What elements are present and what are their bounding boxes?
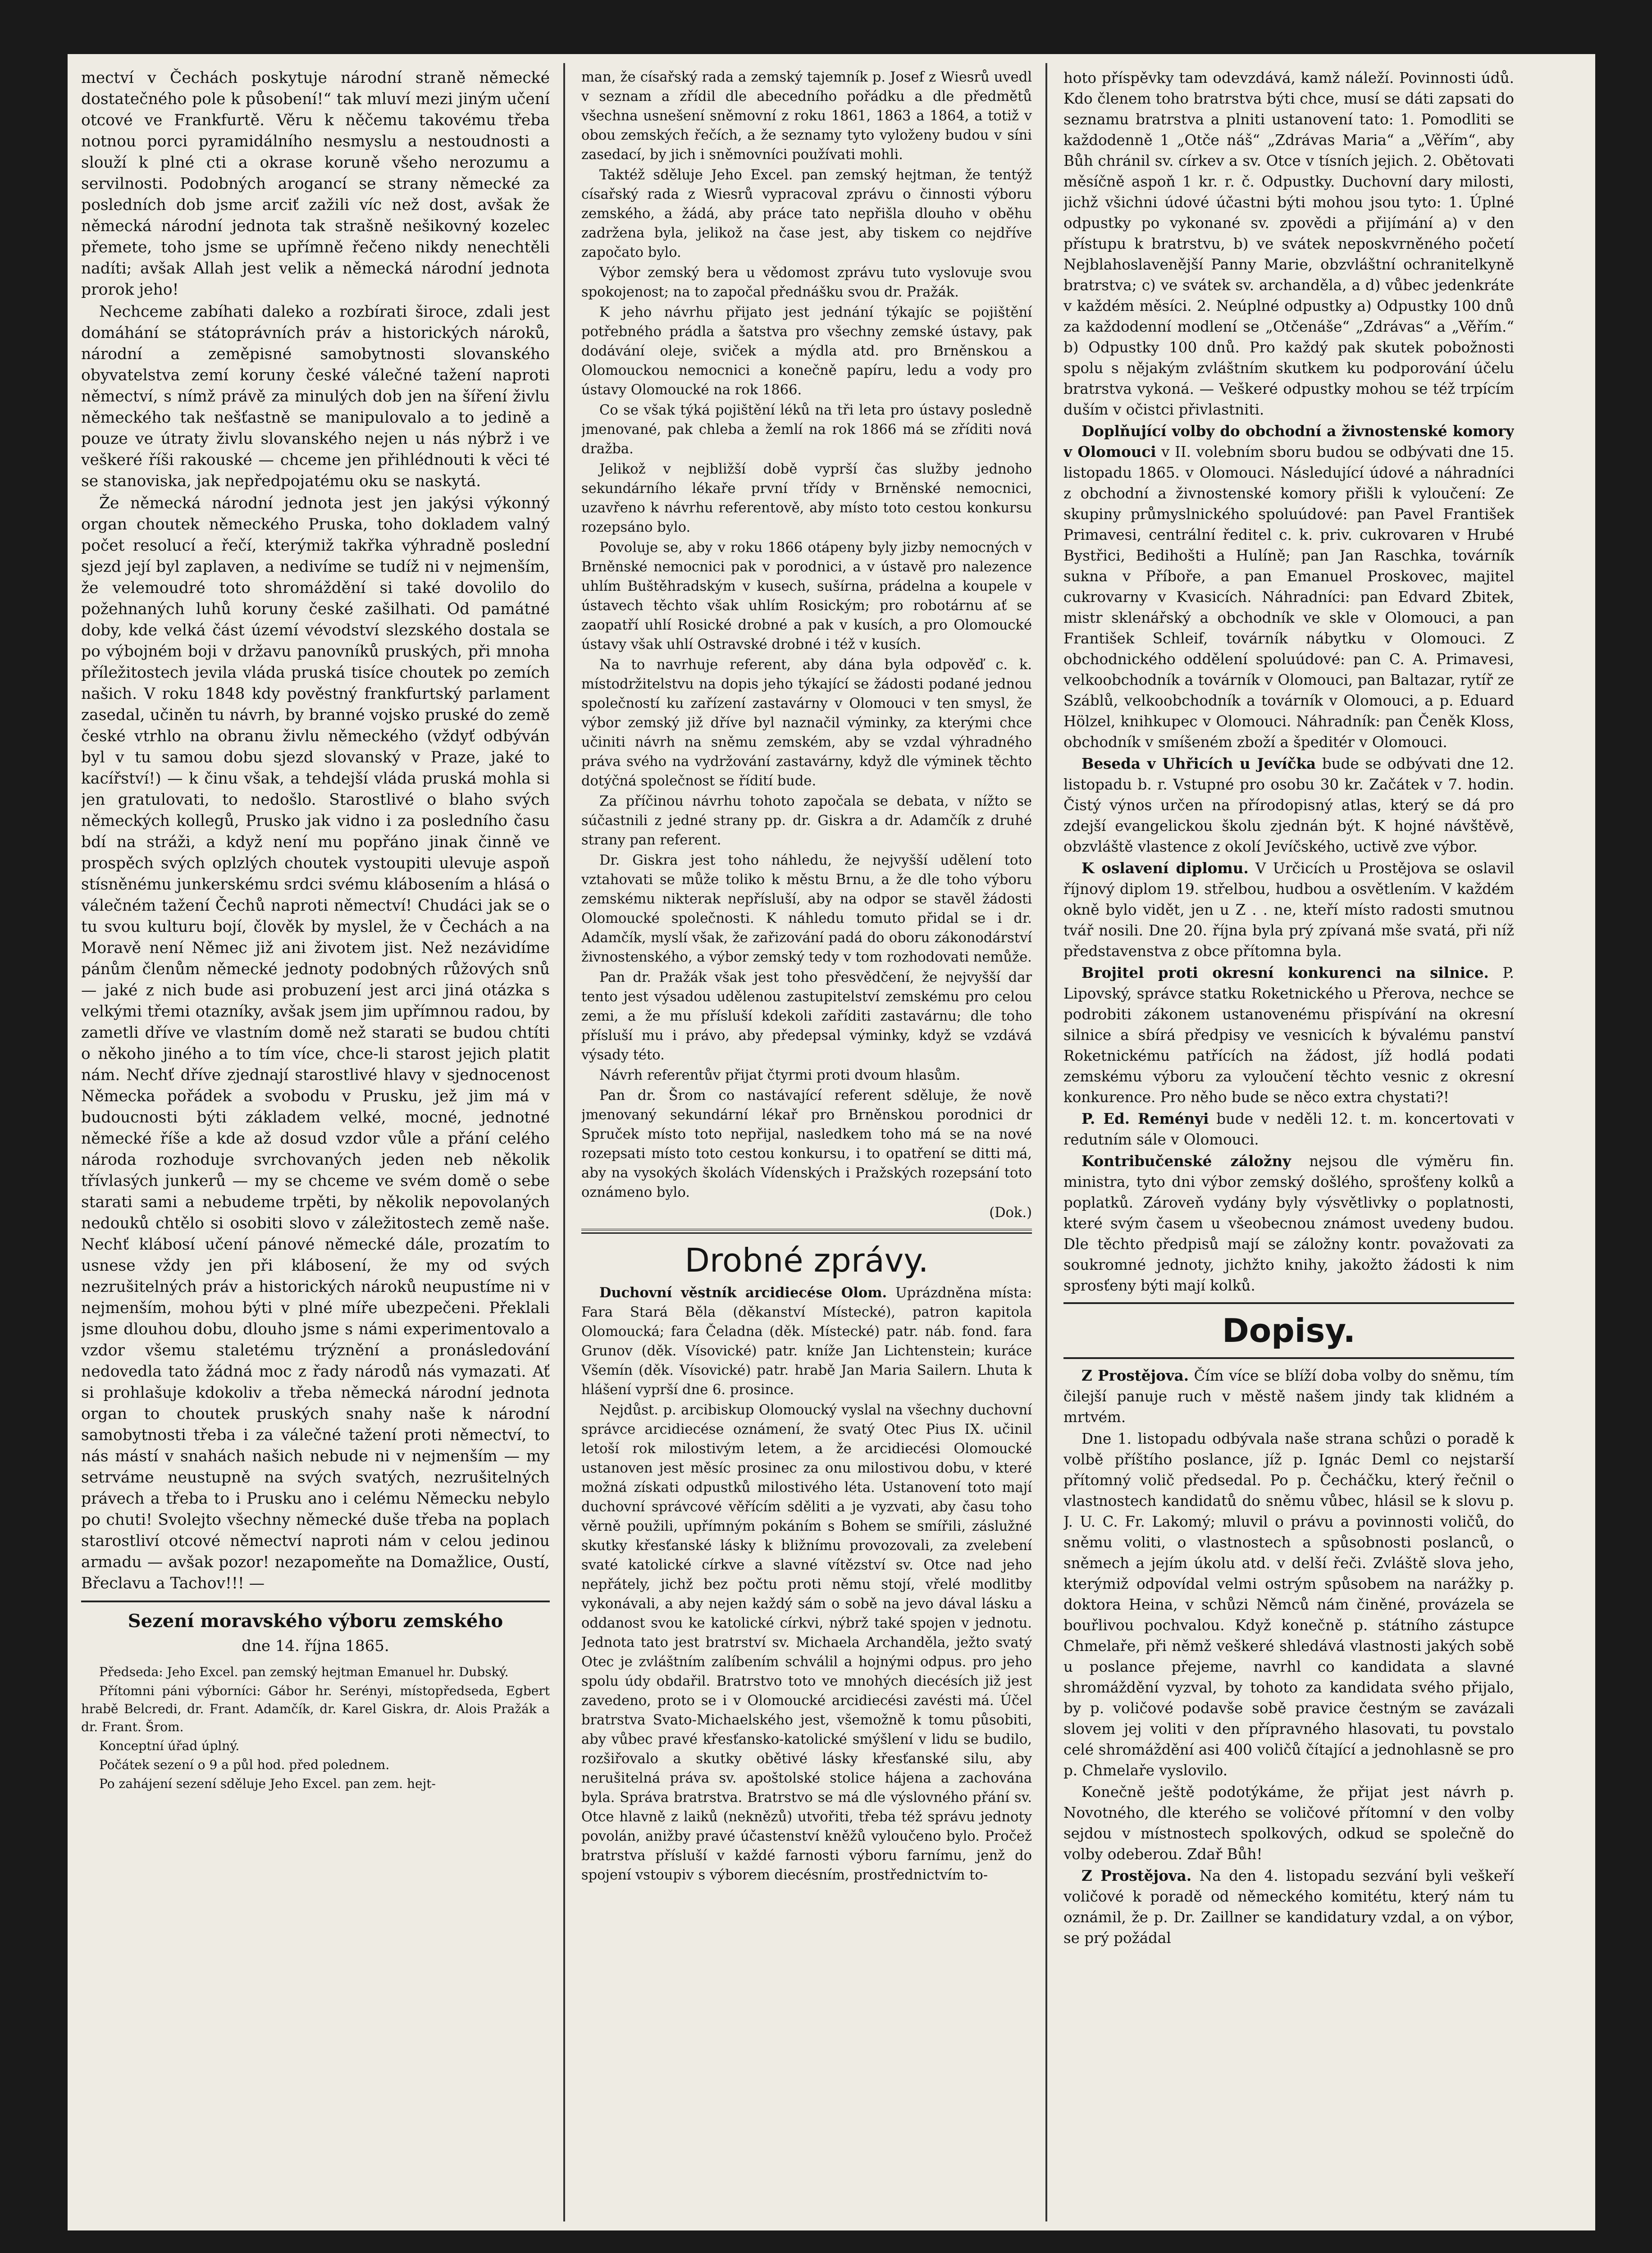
section-divider bbox=[581, 1229, 1032, 1234]
sezeni-paragraph: Po zahájení sezení sděluje Jeho Excel. pan zem. hejt- bbox=[99, 1776, 436, 1791]
prostejov-heading: Z Prostějova. bbox=[1082, 1867, 1192, 1884]
volby-heading: Doplňující volby do obchodní a živnostenské komory v Olomouci bbox=[1063, 422, 1514, 461]
column-3 bbox=[1063, 68, 1514, 2217]
column-rule bbox=[1045, 63, 1047, 2221]
article-paragraph: Dne 1. listopadu odbývala naše strana schůzi o poradě k volbě příštího poslance, jíž p. Ignác Deml co nejstarší přítomný volič předsedal. Po p. Čecháčku, který řečnil o vlastnostech kandidatů do sněmu vůbec, hlásil se k slovu p. J. U. C. Fr. Lakomý; mluvil o právu a povinnosti voličů, do sněmu voliti, o vlastnostech a spůsobnosti poslanců, o sněmech a jejím úkolu atd. v delší řeči. Zvláště slova jeho, kterýmiž odpovídal velmi ostrým spůsobem na narážky p. doktora Heina, v schůzi Němců nám činěné, provázela se bouřlivou pochvalou. Když konečně p. státního zástupce Chmelaře, při němž veškeré shledává vlastnosti jakých sobě u poslance přejeme, navrhl co kandidata a slavné shromáždění vyzval, by tohoto za kandidata svého přijalo, by p. voličové podavše sobě pravice čestným se zavázali slovem jej voliti v den přípravného hlasovati, tu povstalo celé shromáždění asi 400 voličů čítající a jednohlasně se pro p. Chmelaře vyslovilo. bbox=[1063, 1430, 1514, 1779]
column-2 bbox=[581, 68, 1032, 2217]
drobne-zpravy-heading: Drobné zprávy. bbox=[685, 1241, 929, 1279]
article-paragraph: Za příčinou návrhu tohoto započala se debata, v nížto se súčastnili z jedné strany pp. dr. Giskra a dr. Adamčík z druhé strany pan referent. bbox=[581, 794, 1032, 848]
article-paragraph: Dr. Giskra jest toho náhledu, že nejvyšší udělení toto vztahovati se může toliko k městu Brnu, a že dle toho výboru zemskému nikterak nepřísluší, aby na odpor se stavěl žádosti Olomoucké společnosti. K náhledu tomuto přidal se i dr. Adamčík, myslí však, že zařizování padá do oboru zákonodárství živnostenského, a výbor zemský tedy v tom rozhodovati nemůže. bbox=[581, 853, 1032, 965]
article-paragraph: Že německá národní jednota jest jen jakýsi výkonný organ choutek německého Pruska, toho dokladem valný počet resolucí a řečí, kterýmiž takřka výhradně poslední sjezd její byl zaplaven, a nedivíme se tudíž ni v nejmenším, že velemoudré toto shromáždění si také dovolilo do požehnaných luhů koruny české zašilhati. Od památné doby, kde velká část území vévodství slezského dostala se po výbojném boji v državu panovníků pruských, při mnoha příležitostech jevila vláda pruská tisíce choutek po zemích našich. V roku 1848 kdy pověstný frankfurtský parlament zasedal, učiněn tu návrh, by branné vojsko pruské do země české vtrhlo na obranu živlu německého (vždyť odbýván byl v tu samou dobu sjezd slovanský v Praze, jaké to kacířství!) — k činu však, a tehdejší vláda pruská mohla si jen gratulovati, to nedošlo. Starostlivé o blaho svých německých kollegů, Prusko jak vidno i za posledního času bdí na stráži, a když není mu popřáno jinak činně ve prospěch svých oplzlých choutek vystoupiti ulevuje aspoň stísněnému junkerskému srdci svému klábosením a hlásá o válečném tažení Čechů naproti němectví! Chudáci jak se o tu svou kulturu bojí, člověk by myslel, že v Čechách a na Moravě není Němec již ani životem jist. Než nezávidíme pánům členům německé jednoty podobných růžových snů — jaké z nich bude asi probuzení jest arci jiná otázka s velkými třemi otazníky, avšak jsem jim upřímnou radou, by zametli dříve ve vlastním domě než starati se budou chtíti o někoho jiného a to tím více, chce-li starost jejich platit nám. Nechť dříve zjednají starostlivé hlavy v sjednocenost Německa pořádek a svobodu v Prusku, jež jim má v budoucnosti býti základem velké, mocné, jednotné německé říše a kde až dosud vzdor vůle a přání celého národa rozhoduje svrchovaných jeden neb několik třívlasých junkerů — my se chceme ve svém domě o sebe starati sami a nebudeme trpěti, by několik nepovolaných nedouků chtělo si osobiti slovo v záležitostech země naše. Nechť klábosí učení pánové německé dále, prozatím to usnese vždy jen při klábosení, že my od svých nezrušitelných práv a historických nároků neupustíme ni v nejmenším, mohou býti v plné míře ubezpečeni. Překlali jsme dlouhou dobu, dlouho jsme s námi experimentovalo a vzdor všemu staletému trýznění a pronásledování nedovedla tato žádná moc z řady národů nás vymazati. Ať si prohlašuje kdokoliv a třeba německá národní jednota organ to choutek pruských snahy naše k národní samobytnosti třeba i za válečné tažení proti němectví, to nás mástí v snahách našich nebude ni v nejmenším — my setrváme neustupně na svých svatých, nezrušitelných právech a třeba to i Prusku ano i celému Německu nebylo po chuti! Svolejto všechny německé duše třeba na poplach starostliví otcové němectví naproti nám v celou jedinou armadu — avšak pozor! nezapomeňte na Domažlice, Oustí, Břeclavu a Tachov!!! — bbox=[81, 494, 550, 1592]
sezeni-paragraph: Počátek sezení o 9 a půl hod. před polednem. bbox=[99, 1757, 390, 1772]
remenyi-text: bude v neděli 12. t. m. koncertovati v redutním sále v Olomouci. bbox=[1063, 1110, 1514, 1148]
article-paragraph: Na to navrhuje referent, aby dána byla odpověď c. k. místodržitelstvu na dopis jeho týkající se žádosti podané jednou společností ku zařízení zastavárny v Olomouci v ten smysl, že výbor zemský již dříve byl naznačil výminky, za kterými chce učiniti návrh na sněmu zemském, aby se vzdal výhradného práva svého na vydržování zastavárny, když dle výminek těchto dotýčná společnost se řídití bude. bbox=[581, 657, 1032, 789]
article-paragraph: Návrh referentův přijat čtyrmi proti dvoum hlasům. bbox=[599, 1067, 961, 1083]
article-paragraph: Nechceme zabíhati daleko a rozbírati široce, zdali jest domáhání se státoprávních práv a historických nároků, národní a zeměpisné samobytnosti slovanského obyvatelstva zemí koruny české válečné tažení naproti němectví, s nímž právě za minulých dob jen na šíření živlu německého tak nešťastně se manipulovalo a to jedině a pouze ve útraty živlu slovanského nejen u nás nýbrž i ve veškeré říši rakouské — chceme jen přihlédnouti k věci té se stanoviska, jak nepředpojatému oku se naskytá. bbox=[81, 303, 550, 490]
article-paragraph: Taktéž sděluje Jeho Excel. pan zemský hejtman, že tentýž císařský rada z Wiesrů vypracoval zprávu o činnosti výboru zemského, a žádá, aby práce tato nepřišla dlouho v oběhu zadržena byla, jelikož na čase jest, aby tiskem co nejdříve započato bylo. bbox=[581, 167, 1032, 260]
dopisy-heading: Dopisy. bbox=[1222, 1312, 1355, 1350]
section-divider bbox=[1063, 1302, 1514, 1304]
article-paragraph: Pan dr. Šrom co nastávající referent sděluje, že nově jmenovaný sekundární lékař pro Brněnskou porodnici dr Spruček místo toto nepřijal, nasledkem toho má se na nové rozepsati místo toto cestou konkursu, i to opatření se ditti má, aby na vysokých školách Vídenských i Pražských rozepsání toto oznámeno bylo. bbox=[581, 1088, 1032, 1200]
remenyi-heading: P. Ed. Reményi bbox=[1082, 1110, 1209, 1127]
brojitel-heading: Brojitel proti okresní konkurenci na silnice. bbox=[1082, 964, 1489, 981]
article-paragraph: Nejdůst. p. arcibiskup Olomoucký vyslal na všechny duchovní správce arcidiecése oznámení, že svatý Otec Pius IX. učinil letoší rok milostivým letem, a že arcidiecési Olomoucké ustanoven jest měsíc prosinec za onu milostivou dobu, v které možná získati odpustků milostivého léta. Ustanovení toto mají duchovní správcové věřícím sděliti a je vyzvati, aby času toho věrně použili, upřímným pokáním s Bohem se smířili, záslužné skutky křesťanské lásky k bližnímu provozovali, za zvelebení svaté katolické církve a slavné vítězství sv. Otce nad jeho nepřátely, jichž bez počtu proti němu stojí, vřelé modlitby vykonávali, a aby nejen každý sám o sobě na jevo dával lásku a oddanost svou ke katolické církvi, nýbrž také spojen v jednotu. Jednota tato jest bratrství sv. Michaela Archanděla, ježto svatý Otec je zvláštním zalíbením schválil a hojnými odpus. pro jeho spolu údy obdařil. Bratrstvo toto ve mnohých diecésích již jest zavedeno, proto se i v Olomoucké arcidiecési zavésti má. Účel bratrstva Svato-Michaelského jest, všemožně k tomu působiti, aby vůbec pravé křesťansko-katolické smýšlení v lidu se budilo, rozšiřovalo a skutky obětivé lásky křesťanské silu, aby nerušitelná práva sv. apoštolské stolice hájena a zachována byla. Správa bratrstva. Bratrstvo se má dle výslovného přání sv. Otce hlavně z laiků (neknězů) utvořiti, třeba též správu jednoty povolán, anižby pravé účastenství kněžů vyloučeno bylo. Pročež bratrstva přísluší v každé farnosti výboru farnímu, jenž do spojení vstoupiv s výborem diecésním, prostřednictvím to- bbox=[581, 1402, 1032, 1883]
vestnik-text: Uprázdněna místa: Fara Stará Běla (děkanství Místecké), patron kapitola Olomoucká; fara Čeladna (děk. Místecké) patr. náb. fond. fara Grunov (děk. Vísovické) patr. kníže Jan Lichtenstein; kuráce Všemín (děk. Vísovické) patr. hrabě Jan Maria Sailern. Lhuta k hlášení vyprší dne 6. prosince. bbox=[581, 1285, 1032, 1398]
column-1 bbox=[81, 68, 550, 2217]
article-paragraph: K jeho návrhu přijato jest jednání týkajíc se pojištění potřebného prádla a šatstva pro všechny zemské ústavy, pak dodávání oleje, sviček a mýdla atd. pro Brněnskou a Olomouckou nemocnici a konečně papíru, ledu a vody pro ústavy Olomoucké na rok 1866. bbox=[581, 305, 1032, 398]
prostejov-heading: Z Prostějova. bbox=[1082, 1367, 1189, 1384]
article-paragraph: mectví v Čechách poskytuje národní straně německé dostatečného pole k působení!“ tak mluví mezi jiným učení otcové ve Frankfurtě. Věru k něčemu takovému třeba notnou porci pyramidálního nesmyslu a nestoudnosti a slouží k plné cti a okrase koruně všeho nerozumu a servilnosti. Podobných arogancí se strany německé za posledních dob jsme arciť zažili víc než dost, avšak že německá národní jednota tak strašně nešikovný kozelec přemete, toho jsme se upřímně řečeno nikdy nenechtěli nadíti; avšak Allah jest velik a německá národní jednota prorok jeho! bbox=[81, 69, 550, 299]
section-divider bbox=[81, 1601, 550, 1602]
article-paragraph: Povoluje se, aby v roku 1866 otápeny byly jizby nemocných v Brněnské nemocnici pak v porodnici, a v ústavě pro nalezence uhlím Buštěhradským v kusech, sušírna, prádelna a koupele v ústavech těchto však uhlím Rosickým; pro robotárnu ať se zaopatří uhlí Rosické drobné a pak v kusích, a pro Olomoucké ústavy však uhlí Ostravské drobné i též v kusích. bbox=[581, 540, 1032, 652]
article-paragraph: Pan dr. Pražák však jest toho přesvědčení, že nejvyšší dar tento jest výsadou udělenou zastupitelství zemskému pro celou zemi, a že mu přísluší kdekoli zaříditi zastavárnu; dle toho přísluší mu i právo, aby předepsal výminky, když se vzdává výsady této. bbox=[581, 970, 1032, 1063]
article-paragraph: hoto příspěvky tam odevzdává, kamž náleží. Povinnosti údů. Kdo členem toho bratrstva býti chce, musí se dáti zapsati do seznamu bratrstva a plniti ustanovení tato: 1. Pomodliti se každodenně 1 „Otče náš“ „Zdrávas Maria“ a „Věřím“, aby Bůh chránil sv. církev a sv. Otce v tísních jejich. 2. Obětovati měsíčně aspoň 1 kr. r. č. Odpustky. Duchovní dary milosti, jichž všichni údové účastni býti mohou jsou tyto: 1. Úplné odpustky po vykonané sv. zpovědi a přijímání a) v den přístupu k bratrstvu, b) ve svátek neposkvrněného početí Nejblahoslavenější Panny Marie, obzvláštní ochranitelkyně bratrstva; c) ve svátek sv. archanděla, a d) vůbec jedenkráte v každém měsíci. 2. Neúplné odpustky a) Odpustky 100 dnů za každodenní modlení se „Otčenáše“ „Zdrávas“ a „Věřím.“ b) Odpustky 100 dnů. Pro každý pak skutek pobožnosti spolu s nějakým zvláštním skutkem ku podporování účelu bratrstva vykoná. — Veškeré odpustky mohou se též trpícím duším v očistci přivlastniti. bbox=[1063, 69, 1514, 418]
article-paragraph: Konečně ještě podotýkáme, že přijat jest návrh p. Novotného, dle kterého se voličové přítomní v den volby sejdou v místnostech spolkových, odkud se společně do volby odeberou. Zdař Bůh! bbox=[1063, 1783, 1514, 1863]
vestnik-heading: Duchovní věstník arcidiecése Olom. bbox=[599, 1285, 887, 1301]
volby-text: v II. volebním sboru budou se odbývati dne 15. listopadu 1865. v Olomouci. Následující údové a náhradníci z obchodní a živnostenské komory přišli k vyloučení: Ze skupiny průmyslnického spoluúdové: pan Pavel František Primavesi, centrální ředitel c. k. priv. cukrovaren v Hrubé Bystřici, Bedihošti a Hulíně; pan Jan Raschka, továrník sukna v Příboře, a pan Emanuel Proskovec, majitel cukrovarny v Kvasicích. Náhradníci: pan Edvard Zbitek, mistr sklenářský a obchodník ve skle v Olomouci, a pan František Schleif, továrník nábytku v Olomouci. Z obchodnického oddělení spoluúdové: pan C. A. Primavesi, velkoobchodník a továrník v Olomouci, pan Baltazar, rytíř ze Száblů, velkoobchodník a továrník v Olomouci, a p. Eduard Hölzel, knihkupec v Olomouci. Náhradník: pan Čeněk Kloss, obchodník v smíšeném zboží a špeditér v Olomouci. bbox=[1063, 443, 1514, 751]
sezeni-paragraph: Přítomni páni výborníci: Gábor hr. Serényi, místopředseda, Egbert hrabě Belcredi, dr. Frant. Adamčík, dr. Karel Giskra, dr. Alois Pražák a dr. Frant. Šrom. bbox=[81, 1683, 550, 1734]
column-rule bbox=[563, 63, 565, 2221]
oslaveni-text: V Určicích u Prostějova se oslavil říjnový diplom 19. střelbou, hudbou a osvětlením. V každém okně bylo vidět, jen u Z . . ne, kteří místo radosti smutnou tvář nosili. Dne 20. října byla prý zpívaná mše svatá, při níž představenstva z obce přítomna byla. bbox=[1063, 860, 1514, 960]
sezeni-heading: Sezení moravského výboru zemského bbox=[128, 1610, 503, 1632]
newspaper-page bbox=[68, 54, 1595, 2230]
sezeni-paragraph: Konceptní úřad úplný. bbox=[99, 1738, 240, 1753]
article-paragraph: Jelikož v nejbližší době vyprší čas služby jednoho sekundárního lékaře první třídy v Brněnské nemocnici, uzavřeno k návrhu referentově, aby místo toto cestou konkursu rozepsáno bylo. bbox=[581, 461, 1032, 535]
beseda-text: bude se odbývati dne 12. listopadu b. r. Vstupné pro osobu 30 kr. Začátek v 7. hodin. Čistý výnos určen na přírodopisný atlas, který se dá pro zdejší evangelickou školu zjednán být. K hojné návštěvě, obzvláště vlastence z okolí Jevíčského, uctivě zve výbor. bbox=[1063, 755, 1514, 855]
oslaveni-heading: K oslavení diplomu. bbox=[1082, 859, 1249, 877]
article-paragraph: Co se však týká pojištění léků na tři leta pro ústavy posledně jmenované, pak chleba a žemlí na rok 1866 má se zříditi nová dražba. bbox=[581, 402, 1032, 457]
sezeni-paragraph: Předseda: Jeho Excel. pan zemský hejtman Emanuel hr. Dubský. bbox=[99, 1665, 509, 1679]
prostejov-text: Na den 4. listopadu sezvání byli veškeří voličové k poradě od německého komitétu, který nám tu oznámil, že p. Dr. Zaillner se kandidatury vzdal, a on výbor, se prý požádal bbox=[1063, 1867, 1514, 1947]
kontrib-text: nejsou dle výměru fin. ministra, tyto dni výbor zemský došlého, sprošťeny kolků a poplatků. Zároveň vydány byly výsvětlivky o poplatnosti, které svým časem u všeobecnou známost uvedeny budou. Dle těchto předpisů mají se záložny kontr. považovati za soukromné jednoty, jichžto knihy, jakožto žádosti k nim sprosťeny býti mají kolků. bbox=[1063, 1153, 1514, 1294]
section-divider bbox=[1063, 1357, 1514, 1359]
continued-mark: (Dok.) bbox=[989, 1205, 1032, 1221]
beseda-heading: Beseda v Uhřicích u Jevíčka bbox=[1082, 755, 1316, 772]
sezeni-date: dne 14. října 1865. bbox=[242, 1637, 389, 1655]
kontrib-heading: Kontribučenské záložny bbox=[1082, 1152, 1291, 1170]
prostejov-text: Čím více se blíží doba volby do sněmu, tím čilejší panuje ruch v městě našem jindy tak klidném a mrtvém. bbox=[1063, 1367, 1514, 1426]
brojitel-text: P. Lipovský, správce statku Roketnického u Přerova, nechce se podrobiti zákonem ustanovenému přispívání na okresní silnice a sbírá předpisy ve vesnicích k bývalému panství Roketnickému patřících na žádost, jíž hodlá podati zemskému výboru za vyloučení těchto vesnic z okresní konkurence. Pro něho bude se něco extra chystati?! bbox=[1063, 964, 1514, 1106]
article-paragraph: Výbor zemský bera u vědomost zprávu tuto vyslovuje svou spokojenost; na to započal přednášku svou dr. Pražák. bbox=[581, 265, 1032, 300]
article-paragraph: man, že císařský rada a zemský tajemník p. Josef z Wiesrů uvedl v seznam a zřídil dle abecedního pořádku a dle předmětů všechna usnešení sněmovní z roku 1861, 1863 a 1864, a totiž v obou zemských řečích, a že seznamy tyto vyloženy budou v síni zasedací, by jich i sněmovníci používati mohli. bbox=[581, 69, 1032, 163]
